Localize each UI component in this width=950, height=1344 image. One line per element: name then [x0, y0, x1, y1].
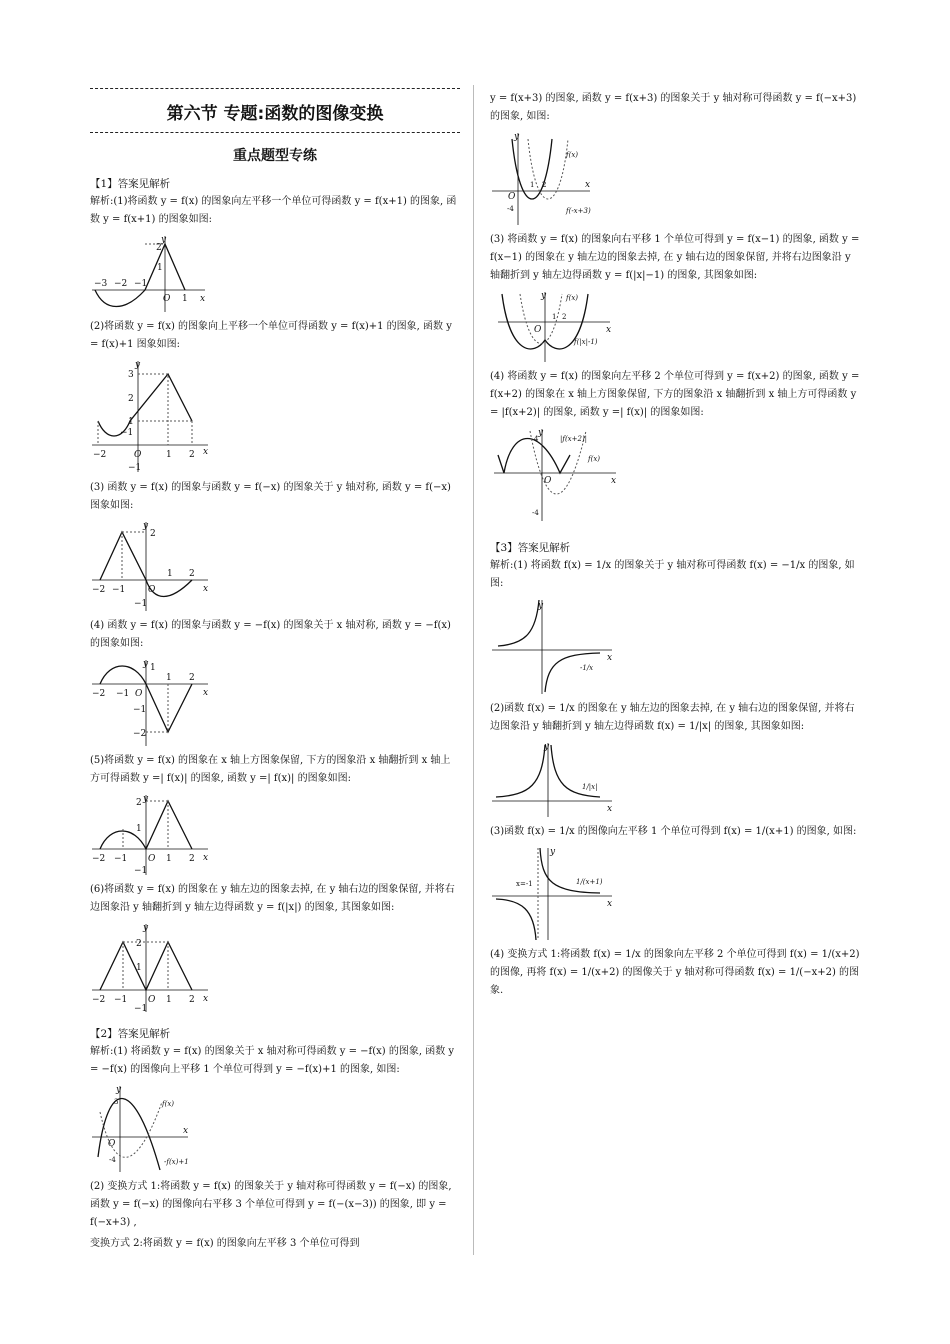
tick: 3 [128, 370, 134, 380]
curve-label: f(|x|-1) [574, 338, 598, 346]
y-axis-label: y [135, 360, 141, 370]
tick: 2 [189, 673, 195, 683]
origin: O [148, 995, 156, 1005]
graph-1-over-x-plus-1 [490, 844, 615, 942]
q3-p3: (3)函数 f(x) = 1/x 的图像向左平移 1 个单位可得到 f(x) = 1/(x+1) 的图象, 如图: [490, 826, 857, 837]
tick: −2 [92, 995, 106, 1005]
curve-label: f(x) [162, 1100, 175, 1108]
asymptote-label: x=-1 [516, 880, 533, 888]
y-axis-label: y [116, 1085, 122, 1095]
q1-p1: 解析:(1)将函数 y = f(x) 的图象向左平移一个单位可得函数 y = f(x+1) 的图象, 函数 y = f(x+1) 的图象如图: [90, 196, 457, 225]
y-axis-label: y [143, 521, 149, 531]
x-axis-label: x [203, 688, 209, 698]
tick: −1 [120, 428, 134, 438]
tick: 1 [552, 313, 557, 321]
tick: 2 [189, 450, 195, 460]
tick: 2 [189, 995, 195, 1005]
tick: −3 [94, 279, 108, 289]
tick: −2 [92, 585, 106, 595]
origin: O [163, 294, 171, 304]
q2-p2c: y = f(x+3) 的图象, 函数 y = f(x+3) 的图象关于 y 轴对称可得函数 y = f(−x+3) 的图象, 如图: [490, 93, 857, 122]
x-axis-label: x [611, 476, 617, 486]
tick: 1 [530, 181, 535, 189]
curve-label: f(x) [566, 151, 579, 159]
origin: O [544, 476, 552, 486]
graph-f-minus-x-plus-3 [490, 129, 605, 227]
y-axis-label: y [514, 132, 520, 142]
q3-p2: (2)函数 f(x) = 1/x 的图象在 y 轴左边的图象去掉, 在 y 轴右边的图象保留, 并将右边图象沿 y 轴翻折到 y 轴左边得函数 f(x) = 1/|x| 的图象, 其图象如图: [490, 703, 855, 732]
tick: −1 [114, 854, 128, 864]
tick: 3 [114, 1098, 119, 1106]
tick: 2 [189, 854, 195, 864]
x-axis-label: x [183, 1126, 189, 1136]
tick: −2 [133, 729, 147, 739]
curve-label: f(x) [566, 294, 579, 302]
tick: -4 [532, 509, 539, 517]
q2-header: 【2】答案见解析 [90, 1028, 171, 1040]
graph-abs-f-x-plus-2 [490, 425, 620, 523]
y-axis-label: y [538, 601, 544, 611]
x-axis-label: x [585, 180, 591, 190]
curve-label: 1/|x| [582, 783, 598, 791]
tick: −2 [92, 854, 106, 864]
x-axis-label: x [200, 294, 206, 304]
q1-p5: (5)将函数 y = f(x) 的图象在 x 轴上方图象保留, 下方的图象沿 x 轴翻折到 x 轴上方可得函数 y =| f(x)| 的图象, 函数 y =| f(x)| 的图象如图: [90, 755, 451, 784]
tick: -4 [109, 1156, 116, 1164]
origin: O [148, 585, 156, 595]
tick: −1 [134, 599, 148, 609]
column-divider [473, 85, 474, 1255]
x-axis-label: x [203, 994, 209, 1004]
tick: 1 [166, 673, 172, 683]
tick: 1 [136, 963, 142, 973]
tick: −2 [114, 279, 128, 289]
graph-abs-f-x [90, 791, 215, 877]
x-axis-label: x [203, 584, 209, 594]
x-axis-label: x [607, 899, 613, 909]
tick: −1 [114, 995, 128, 1005]
x-axis-label: x [607, 653, 613, 663]
tick: 2 [562, 313, 567, 321]
tick: 1 [136, 824, 142, 834]
q3-p4: (4) 变换方式 1:将函数 f(x) = 1/x 的图象向左平移 2 个单位可得到 f(x) = 1/(x+2) 的图像, 再将 f(x) = 1/(x+2) 的图像关于 y 轴对称可得函数 f(x) = 1/(−x+2) 的图象. [490, 949, 860, 996]
tick: 1 [157, 263, 163, 273]
q1-p3: (3) 函数 y = f(x) 的图象与函数 y = f(−x) 的图象关于 y 轴对称, 函数 y = f(−x) 图象如图: [90, 482, 451, 511]
tick: −1 [112, 585, 126, 595]
graph-f-minus-x [90, 518, 215, 613]
curve-label: f(-x+3) [566, 207, 591, 215]
q1-p4: (4) 函数 y = f(x) 的图象与函数 y = −f(x) 的图象关于 x 轴对称, 函数 y = −f(x) 的图象如图: [90, 620, 451, 649]
left-column [90, 80, 460, 1256]
curve-label: -f(x)+1 [164, 1158, 189, 1166]
tick: 1 [167, 569, 173, 579]
x-axis-label: x [203, 853, 209, 863]
origin: O [134, 450, 142, 460]
tick: −1 [128, 463, 142, 473]
tick: 2 [156, 243, 162, 253]
tick: −1 [134, 1004, 148, 1014]
y-axis-label: y [143, 794, 149, 804]
q2-p3: (3) 将函数 y = f(x) 的图象向右平移 1 个单位可得到 y = f(x−1) 的图象, 函数 y = f(x−1) 的图象在 y 轴左边的图象去掉, 在 y 轴右边的图象保留, 并将右边图象沿 y 轴翻折到 y 轴左边得函数 y = f(|x|−1) 的图象, 其图象如图: [490, 234, 860, 281]
origin: O [534, 325, 542, 335]
tick: 1 [166, 450, 172, 460]
title-rule-bottom [90, 132, 460, 133]
y-axis-label: y [161, 235, 167, 245]
tick: 1 [182, 294, 188, 304]
curve-label: 1/(x+1) [576, 878, 603, 886]
subtitle: 重点题型专练 [233, 148, 317, 164]
origin: O [148, 854, 156, 864]
q1-p2: (2)将函数 y = f(x) 的图象向上平移一个单位可得函数 y = f(x)+1 的图象, 函数 y = f(x)+1 图象如图: [90, 321, 452, 350]
q2-p2a: (2) 变换方式 1:将函数 y = f(x) 的图象关于 y 轴对称可得函数 y = f(−x) 的图象, 函数 y = f(−x) 的图像向右平移 3 个单位可得到 y = f(−(x−3)) 的图象, 即 y = f(−x+3) , [90, 1181, 452, 1228]
tick: 2 [128, 394, 134, 404]
tick: 2 [136, 939, 142, 949]
tick: 1 [128, 417, 134, 427]
y-axis-label: y [143, 659, 149, 669]
graph-f-abs-x [90, 920, 215, 1015]
tick: 2 [136, 798, 142, 808]
curve-label: f(x) [588, 455, 601, 463]
tick: −1 [134, 279, 148, 289]
q2-p1: 解析:(1) 将函数 y = f(x) 的图象关于 x 轴对称可得函数 y = −f(x) 的图象, 函数 y = −f(x) 的图像向上平移 1 个单位可得到 y = −f(x)+1 的图象, 如图: [90, 1046, 455, 1075]
origin: O [508, 192, 516, 202]
tick: 2 [150, 529, 156, 539]
right-column [490, 90, 860, 1003]
x-axis-label: x [606, 325, 612, 335]
q1-p6: (6)将函数 y = f(x) 的图象在 y 轴左边的图象去掉, 在 y 轴右边的图象保留, 并将右边图象沿 y 轴翻折到 y 轴左边得函数 y = f(|x|) 的图象, 其图象如图: [90, 884, 455, 913]
tick: 2 [189, 569, 195, 579]
q1-header: 【1】答案见解析 [90, 178, 171, 190]
tick: -4 [507, 205, 514, 213]
tick: 1 [166, 995, 172, 1005]
q3-p1: 解析:(1) 将函数 f(x) = 1/x 的图象关于 y 轴对称可得函数 f(x) = −1/x 的图象, 如图: [490, 560, 855, 589]
curve-label: -1/x [580, 664, 594, 672]
tick: −2 [93, 450, 107, 460]
x-axis-label: x [607, 804, 613, 814]
graph-neg-1-over-x [490, 596, 615, 696]
graph-minus-f-x [90, 656, 215, 748]
q2-p2b: 变换方式 2:将函数 y = f(x) 的图象向左平移 3 个单位可得到 [90, 1238, 360, 1249]
tick: −1 [133, 705, 147, 715]
x-axis-label: x [203, 447, 209, 457]
origin: O [108, 1139, 116, 1149]
graph-1-over-abs-x [490, 739, 615, 819]
graph-neg-f-plus-1 [90, 1082, 205, 1174]
tick: −1 [116, 689, 130, 699]
q2-p4: (4) 将函数 y = f(x) 的图象向左平移 2 个单位可得到 y = f(x+2) 的图象, 函数 y = f(x+2) 的图象在 x 轴上方图象保留, 下方的图象沿 x 轴翻折到 x 轴上方可得函数 y = |f(x+2)| 的图象, 函数 y =| f(x)| 的图象如图: [490, 371, 860, 418]
y-axis-label: y [550, 847, 556, 857]
tick: −1 [134, 866, 148, 876]
tick: −2 [92, 689, 106, 699]
y-axis-label: y [538, 428, 544, 438]
tick: 1 [150, 663, 156, 673]
y-axis-label: y [541, 291, 547, 301]
graph-f-abs-x-minus-1 [490, 288, 615, 364]
graph-f-x-plus-1-up [90, 357, 215, 475]
q3-header: 【3】答案见解析 [490, 542, 571, 554]
graph-f-x-plus-1 [90, 232, 210, 314]
y-axis-label: y [544, 742, 550, 752]
curve-label: |f(x+2)| [560, 435, 588, 443]
tick: 4 [534, 435, 539, 443]
y-axis-label: y [143, 923, 149, 933]
tick: 1 [166, 854, 172, 864]
section-title: 第六节 专题:函数的图像变换 [166, 104, 384, 124]
origin: O [135, 689, 143, 699]
tick: 2 [542, 181, 547, 189]
